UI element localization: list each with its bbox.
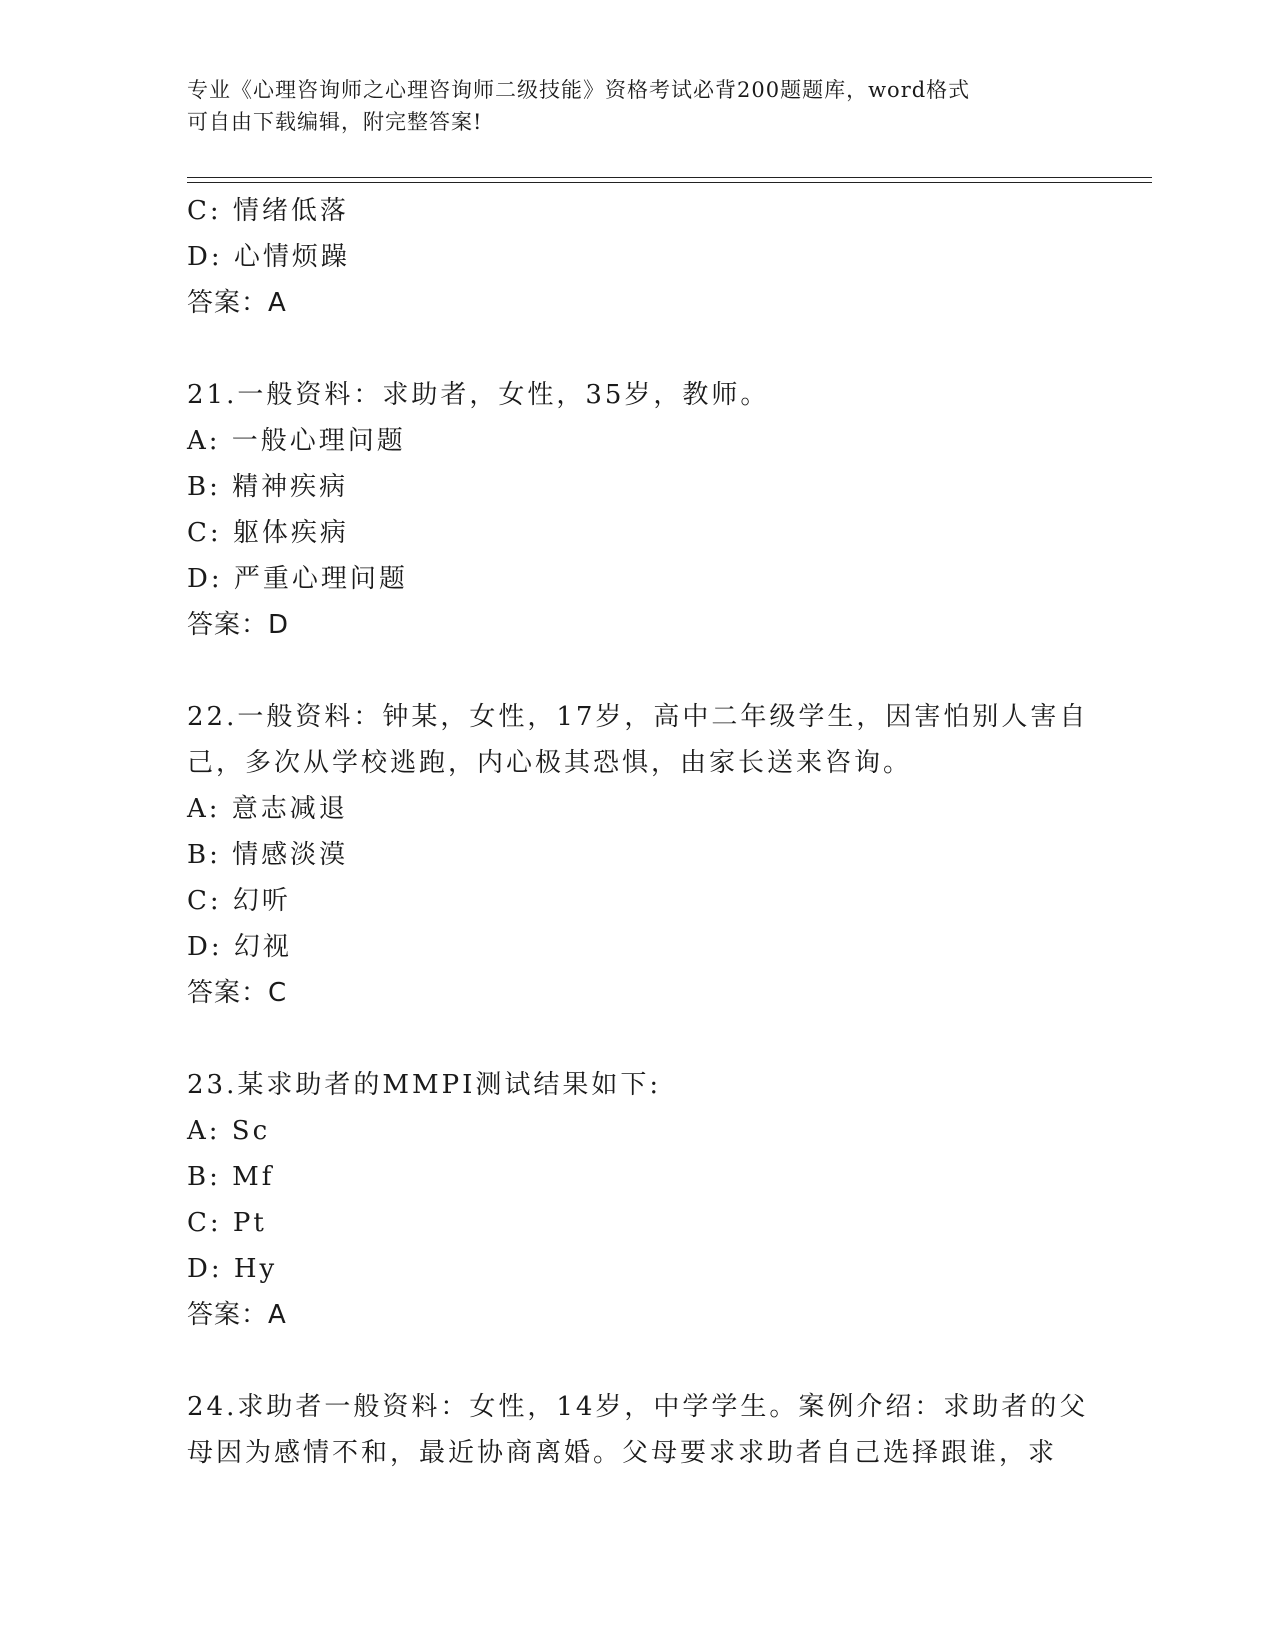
header-line-2: 可自由下载编辑，附完整答案! (187, 110, 483, 134)
option-d: D: Hy (187, 1254, 278, 1284)
question-block-20-tail (187, 188, 1087, 326)
answer-line: 答案：D (187, 610, 290, 640)
header-divider-top (187, 177, 1152, 178)
answer-line: 答案：A (187, 288, 287, 318)
option-d: D: 幻视 (187, 932, 292, 962)
question-block-23 (187, 1062, 1087, 1338)
question-block-21 (187, 372, 1087, 648)
option-c: C: 情绪低落 (187, 196, 349, 226)
option-d: D: 严重心理问题 (187, 564, 408, 594)
header-divider-bottom (187, 182, 1152, 183)
question-stem-line-1: 24.求助者一般资料：女性，14岁，中学学生。案例介绍：求助者的父 (187, 1392, 1089, 1422)
question-stem: 23.某求助者的MMPI测试结果如下: (187, 1070, 662, 1100)
question-block-22 (187, 694, 1087, 1016)
question-stem-line-1: 22.一般资料：钟某，女性，17岁，高中二年级学生，因害怕别人害自 (187, 702, 1089, 732)
option-a: A: 意志减退 (187, 794, 348, 824)
spacer (187, 326, 1087, 372)
question-content (187, 188, 1087, 1476)
option-c: C: Pt (187, 1208, 267, 1238)
option-d: D: 心情烦躁 (187, 242, 350, 272)
question-stem: 21.一般资料：求助者，女性，35岁，教师。 (187, 380, 770, 410)
question-stem-line-2: 己，多次从学校逃跑，内心极其恐惧，由家长送来咨询。 (187, 748, 913, 778)
spacer (187, 1338, 1087, 1384)
option-b: B: 情感淡漠 (187, 840, 349, 870)
option-a: A: 一般心理问题 (187, 426, 406, 456)
answer-line: 答案：A (187, 1300, 287, 1330)
option-b: B: Mf (187, 1162, 275, 1192)
answer-line: 答案：C (187, 978, 288, 1008)
option-c: C: 幻听 (187, 886, 291, 916)
spacer (187, 648, 1087, 694)
spacer (187, 1016, 1087, 1062)
question-block-24 (187, 1384, 1087, 1476)
option-a: A: Sc (187, 1116, 271, 1146)
document-header (187, 74, 1067, 138)
header-line-1: 专业《心理咨询师之心理咨询师二级技能》资格考试必背200题题库，word格式 (187, 78, 971, 102)
option-b: B: 精神疾病 (187, 472, 349, 502)
question-stem-line-2: 母因为感情不和，最近协商离婚。父母要求求助者自己选择跟谁，求 (187, 1438, 1058, 1468)
option-c: C: 躯体疾病 (187, 518, 349, 548)
